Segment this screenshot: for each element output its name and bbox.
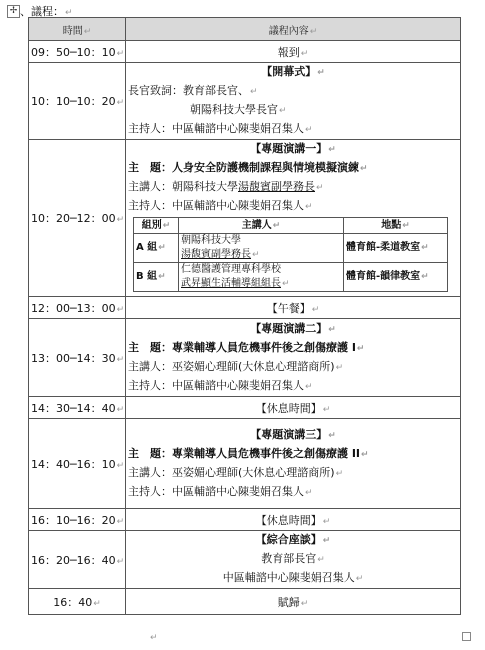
row-content: 【午餐】↵ [126,297,461,319]
table-row [29,589,461,615]
row-content [126,319,461,397]
session-title: 【專題演講三】↵ [250,427,336,441]
table-row [29,397,461,419]
schedule-table [28,17,461,615]
group-row-a: A 組↵ 朝陽科技大學 湯馥賓副學務長↵ 體育館-柔道教室↵ [134,234,448,263]
paragraph-mark: ↵ [150,633,158,643]
row-time: 14：30─14：40↵ [29,397,126,419]
row-time: 10：10─10：20↵ [29,63,126,140]
row-content: 【休息時間】↵ [126,509,461,531]
header-time: 時間↵ [29,18,126,41]
row-content: 【休息時間】↵ [126,397,461,419]
session-speaker: 主講人：巫姿媚心理師(大休息心理諮商所)↵ [128,465,344,479]
table-resize-handle[interactable] [462,632,471,641]
row-time: 16：10─16：20↵ [29,509,126,531]
session-topic: 主 題：專業輔導人員危機事件後之創傷療護 II↵ [128,446,369,460]
header-content: 議程內容↵ [126,18,461,41]
session-title: 【綜合座談】↵ [255,533,331,546]
session-speaker: 主講人：朝陽科技大學湯馥賓副學務長↵ [128,180,324,193]
table-row [29,509,461,531]
row-time: 14：40─16：10↵ [29,419,126,509]
session-host: 主持人：中區輔諮中心陳斐娟召集人↵ [128,484,313,498]
row-content [126,140,461,297]
session-topic: 主 題：專業輔導人員危機事件後之創傷療護 I↵ [128,340,365,354]
session-title: 【專題演講二】↵ [250,321,336,335]
row-time: 12：00─13：00↵ [29,297,126,319]
table-row [29,319,461,397]
table-header-row [29,18,461,41]
row-content: 【綜合座談】↵ 教育部長官↵ 中區輔諮中心陳斐娟召集人↵ [126,531,461,589]
table-row [29,41,461,63]
session-topic: 主 題：人身安全防護機制課程與情境模擬演練↵ [128,161,368,174]
session-speaker: 主講人：巫姿媚心理師(大休息心理諮商所)↵ [128,359,344,373]
row-time: 09：50─10：10↵ [29,41,126,63]
row-time: 16：40↵ [29,589,126,615]
section-title: 、議程：↵ [20,5,73,18]
row-content: 報到↵ [126,41,461,63]
row-time: 13：00─14：30↵ [29,319,126,397]
session-title: 【開幕式】↵ [261,65,325,78]
row-time: 16：20─16：40↵ [29,531,126,589]
group-row-b: B 組↵ 仁德醫護管理專科學校 武昇顯生活輔導組組長↵ 體育館-韻律教室↵ [134,263,448,292]
row-content [126,419,461,509]
session-host: 主持人：中區輔諮中心陳斐娟召集人↵ [128,199,313,212]
row-content: 【開幕式】↵ 長官致詞：教育部長官、↵ 朝陽科技大學長官↵ 主持人：中區輔諮中心陳斐娟召集人↵ [126,63,461,140]
row-time: 10：20─12：00↵ [29,140,126,297]
session-title: 【專題演講一】↵ [250,142,336,155]
table-move-handle-icon[interactable]: ✢ [7,5,20,18]
row-content: 賦歸↵ [126,589,461,615]
table-row [29,140,461,297]
table-row [29,63,461,140]
table-row [29,531,461,589]
group-table-header: 組別↵ 主講人↵ 地點↵ [134,218,448,234]
table-row [29,297,461,319]
table-row [29,419,461,509]
group-table [133,217,448,292]
session-host: 主持人：中區輔諮中心陳斐娟召集人↵ [128,378,313,392]
